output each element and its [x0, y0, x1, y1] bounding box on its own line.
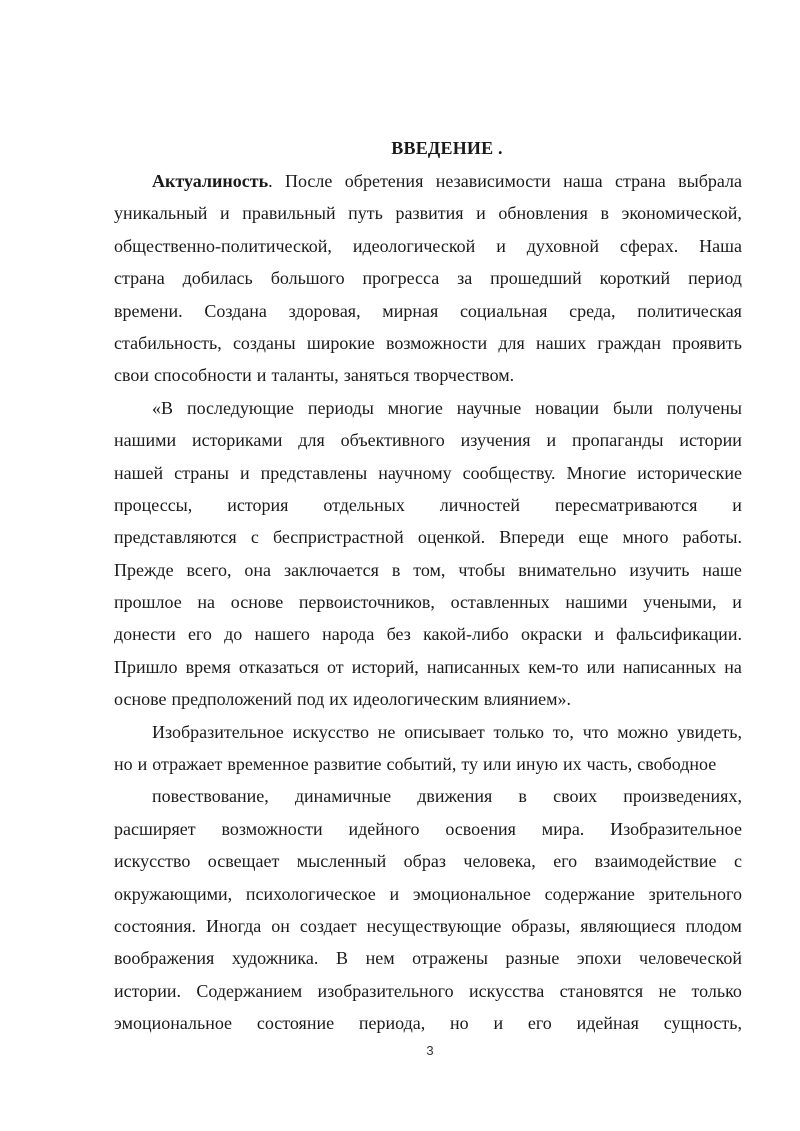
- word: основе: [114, 689, 167, 710]
- document-body: [114, 165, 742, 1040]
- word: работы.: [682, 527, 742, 548]
- text-line: [114, 230, 742, 262]
- word: представляются: [114, 527, 237, 548]
- word: ту: [461, 754, 478, 775]
- word: отдельных: [323, 494, 405, 515]
- text-line: [114, 489, 742, 521]
- word: отказаться: [238, 656, 319, 677]
- word: независимости: [435, 171, 551, 191]
- word: что: [582, 721, 609, 742]
- word: фальсификации.: [616, 624, 742, 645]
- word: добилась: [182, 268, 253, 289]
- word: без: [386, 624, 411, 645]
- word: широкие: [306, 332, 375, 353]
- word: оставленных: [450, 592, 550, 613]
- text-line: [114, 618, 742, 650]
- word: историками: [192, 430, 283, 451]
- word: влиянием».: [483, 689, 572, 710]
- word: выбрала: [678, 171, 742, 191]
- word: и: [476, 203, 486, 224]
- word: от: [327, 656, 344, 677]
- word: нашими: [114, 430, 177, 451]
- word: наше: [702, 559, 742, 580]
- word: том,: [413, 559, 446, 580]
- word: плодом: [685, 915, 742, 936]
- word: для: [298, 430, 325, 451]
- text-line: [114, 262, 742, 294]
- word: идейная: [576, 1013, 639, 1034]
- word: путь: [348, 203, 383, 224]
- word: нем: [365, 948, 395, 969]
- word: изучить: [629, 559, 690, 580]
- word: увидеть,: [677, 721, 742, 742]
- word: научному: [378, 462, 452, 483]
- word: создает: [299, 915, 357, 936]
- text-line: [114, 651, 742, 683]
- word: времени.: [114, 300, 183, 321]
- word: и: [220, 203, 230, 224]
- word: После: [284, 171, 333, 191]
- word: страна: [615, 171, 666, 191]
- word: сообществу.: [462, 462, 556, 483]
- word: свободное: [637, 754, 717, 775]
- word: пропаганды: [571, 430, 664, 451]
- word: свои: [114, 365, 149, 386]
- word: нашего: [254, 624, 310, 645]
- word: с: [250, 527, 259, 548]
- word: новации: [535, 397, 599, 418]
- word: большого: [270, 268, 345, 289]
- word: сферах.: [619, 235, 679, 256]
- text-line: [114, 780, 742, 812]
- word: идеологическим: [352, 689, 479, 710]
- text-line: [114, 845, 742, 877]
- word: изучения: [460, 430, 531, 451]
- word: и: [732, 592, 742, 613]
- word: изобразительного: [317, 980, 454, 1001]
- word: здоровая,: [288, 300, 361, 321]
- word: на: [724, 656, 742, 677]
- word: под: [297, 689, 325, 710]
- text-line: [114, 586, 742, 618]
- word: психологическое: [245, 883, 376, 904]
- word: идеологической: [352, 235, 476, 256]
- word: только: [691, 980, 742, 1001]
- word: эмоциональное: [114, 1013, 233, 1034]
- word: научные: [456, 397, 522, 418]
- word: в: [600, 203, 609, 224]
- word: уникальный: [114, 203, 208, 224]
- word: человеческой: [639, 948, 742, 969]
- word: в: [391, 559, 401, 580]
- word: основе: [230, 592, 284, 613]
- text-line: [114, 1007, 742, 1039]
- word: нашей: [114, 462, 164, 483]
- word: не: [658, 980, 677, 1001]
- word: и: [256, 365, 267, 386]
- word: получены: [666, 397, 742, 418]
- text-line: [114, 424, 742, 456]
- word: разные: [505, 948, 560, 969]
- word: возможности: [385, 332, 488, 353]
- word: Прежде: [114, 559, 174, 580]
- word: историй,: [351, 656, 419, 677]
- word: художника.: [231, 948, 319, 969]
- word: проявить: [672, 332, 742, 353]
- word: духовной: [526, 235, 599, 256]
- word: обретения: [344, 171, 424, 191]
- word: Содержанием: [196, 980, 303, 1001]
- word: произведениях,: [623, 786, 742, 807]
- text-line: [114, 327, 742, 359]
- word: прошлое: [114, 592, 182, 613]
- word: их: [329, 689, 348, 710]
- text-line: [114, 197, 742, 229]
- word: образы,: [511, 915, 571, 936]
- page-title: ВВЕДЕНИЕ .: [391, 138, 503, 158]
- word: повествование,: [152, 786, 269, 807]
- word: часть,: [586, 754, 633, 775]
- word: страна: [114, 268, 165, 289]
- text-line: [114, 295, 742, 327]
- word: прогресса: [362, 268, 440, 289]
- word: написанных: [426, 656, 521, 677]
- word: или: [483, 754, 512, 775]
- word: многие: [387, 397, 443, 418]
- word: были: [612, 397, 653, 418]
- word: учеными,: [643, 592, 717, 613]
- word: мирная: [382, 300, 439, 321]
- text-line: [114, 878, 742, 910]
- word: какой-либо: [423, 624, 509, 645]
- word: пересматриваются: [554, 494, 698, 515]
- word: объективного: [340, 430, 445, 451]
- word: предположений: [171, 689, 293, 710]
- word: воображения: [114, 948, 215, 969]
- word: она: [244, 559, 272, 580]
- word: чтобы: [458, 559, 506, 580]
- word: несуществующие: [366, 915, 502, 936]
- word: Иногда: [206, 915, 262, 936]
- word: эпохи: [576, 948, 622, 969]
- word: временное: [227, 754, 309, 775]
- word: искусство: [114, 851, 191, 872]
- word: движения: [417, 786, 493, 807]
- word: наших: [536, 332, 587, 353]
- text-line: [114, 975, 742, 1007]
- text-line: [114, 683, 742, 715]
- word: заключается: [283, 559, 379, 580]
- word: освещает: [207, 851, 280, 872]
- word: обновления: [498, 203, 588, 224]
- word: правильный: [242, 203, 336, 224]
- word: короткий: [599, 268, 671, 289]
- text-line: [114, 165, 742, 197]
- word: становятся: [559, 980, 644, 1001]
- word: не: [377, 721, 396, 742]
- word: образ: [403, 851, 446, 872]
- word: и: [594, 624, 604, 645]
- text-line: [114, 457, 742, 489]
- word: но: [114, 754, 133, 775]
- page-number: 3: [426, 1043, 434, 1058]
- word: политическая: [637, 300, 742, 321]
- word: первоисточников,: [298, 592, 435, 613]
- word: беспристрастной: [272, 527, 404, 548]
- word: народа: [322, 624, 375, 645]
- word: мира.: [541, 818, 585, 839]
- word: социальная: [459, 300, 548, 321]
- word: исторические: [637, 462, 742, 483]
- word: и: [493, 1013, 504, 1034]
- word: за: [457, 268, 473, 289]
- word: искусство: [292, 721, 369, 742]
- word: представлены: [260, 462, 368, 483]
- word: идейного: [348, 818, 420, 839]
- word: его: [553, 851, 578, 872]
- text-line: [114, 359, 742, 391]
- word: время: [185, 656, 231, 677]
- word: на: [197, 592, 216, 613]
- word: В: [335, 948, 348, 969]
- word: наша: [563, 171, 603, 191]
- text-line: [114, 521, 742, 553]
- word: таланты,: [271, 365, 339, 386]
- text-line: [114, 942, 742, 974]
- word: «В: [152, 397, 174, 418]
- word: кем-то: [528, 656, 579, 677]
- word: но: [450, 1013, 469, 1034]
- word: расширяет: [114, 818, 196, 839]
- word: в: [518, 786, 527, 807]
- word: и: [389, 883, 400, 904]
- word: Многие: [566, 462, 627, 483]
- word: развития: [395, 203, 464, 224]
- word: Впереди: [499, 527, 565, 548]
- word: стабильность,: [114, 332, 222, 353]
- word: периода,: [358, 1013, 426, 1034]
- word: и: [546, 430, 557, 451]
- word: содержание: [544, 883, 635, 904]
- word: то,: [552, 721, 574, 742]
- word: созданы: [232, 332, 296, 353]
- word: и: [137, 754, 148, 775]
- word: процессы,: [114, 494, 193, 515]
- word: истории: [679, 430, 742, 451]
- word: творчеством.: [414, 365, 515, 386]
- word: событий,: [386, 754, 457, 775]
- word: нашими: [565, 592, 628, 613]
- word: донести: [114, 624, 176, 645]
- word: внимательно: [518, 559, 617, 580]
- word: отражает: [152, 754, 223, 775]
- word: динамичные: [294, 786, 392, 807]
- word: сущность,: [663, 1013, 742, 1034]
- word: период: [688, 268, 742, 289]
- word: человека,: [463, 851, 536, 872]
- text-line: [114, 716, 742, 748]
- word: заняться: [343, 365, 410, 386]
- word: окраски: [520, 624, 583, 645]
- word: и: [732, 494, 742, 515]
- text-line: [114, 748, 742, 780]
- word: Наша: [699, 235, 742, 256]
- word: их: [562, 754, 582, 775]
- word: искусства: [468, 980, 545, 1001]
- word: еще: [578, 527, 609, 548]
- word: общественно-политической,: [114, 235, 332, 256]
- word: история: [227, 494, 289, 515]
- word: иную: [516, 754, 558, 775]
- word: состояния.: [114, 915, 197, 936]
- word: до: [224, 624, 243, 645]
- word: способности: [154, 365, 252, 386]
- word: его: [187, 624, 212, 645]
- word: всего,: [186, 559, 232, 580]
- word: освоения: [445, 818, 516, 839]
- word: среда,: [569, 300, 616, 321]
- word: с: [733, 851, 742, 872]
- word: истории.: [114, 980, 182, 1001]
- word: для: [498, 332, 525, 353]
- word: окружающими,: [114, 883, 233, 904]
- word: .: [268, 171, 273, 191]
- word: личностей: [439, 494, 521, 515]
- word: и: [496, 235, 506, 256]
- word: экономической,: [621, 203, 742, 224]
- word: описывает: [404, 721, 485, 742]
- word: написанных: [622, 656, 717, 677]
- word: состояние: [256, 1013, 335, 1034]
- word: его: [527, 1013, 552, 1034]
- word: только: [493, 721, 544, 742]
- word: Создана: [204, 300, 267, 321]
- word: мысленный: [296, 851, 387, 872]
- word: взаимодействие: [594, 851, 717, 872]
- word: являющиеся: [580, 915, 676, 936]
- word: много: [622, 527, 669, 548]
- word: можно: [617, 721, 669, 742]
- text-line: [114, 554, 742, 586]
- word: последующие: [186, 397, 294, 418]
- word: возможности: [221, 818, 323, 839]
- word: Актуалиность: [152, 171, 269, 191]
- word: зрительного: [648, 883, 742, 904]
- word: прошедший: [490, 268, 582, 289]
- word: граждан: [597, 332, 661, 353]
- word: Пришло: [114, 656, 178, 677]
- word: эмоциональное: [412, 883, 531, 904]
- word: и: [239, 462, 250, 483]
- text-line: [114, 392, 742, 424]
- word: своих: [553, 786, 598, 807]
- text-line: [114, 910, 742, 942]
- word: или: [586, 656, 615, 677]
- word: [152, 165, 273, 197]
- word: страны: [174, 462, 229, 483]
- word: развитие: [313, 754, 382, 775]
- word: отражены: [412, 948, 488, 969]
- word: он: [271, 915, 290, 936]
- word: Изобразительное: [152, 721, 284, 742]
- text-line: [114, 813, 742, 845]
- word: периоды: [307, 397, 374, 418]
- word: Изобразительное: [610, 818, 742, 839]
- word: оценкой.: [417, 527, 486, 548]
